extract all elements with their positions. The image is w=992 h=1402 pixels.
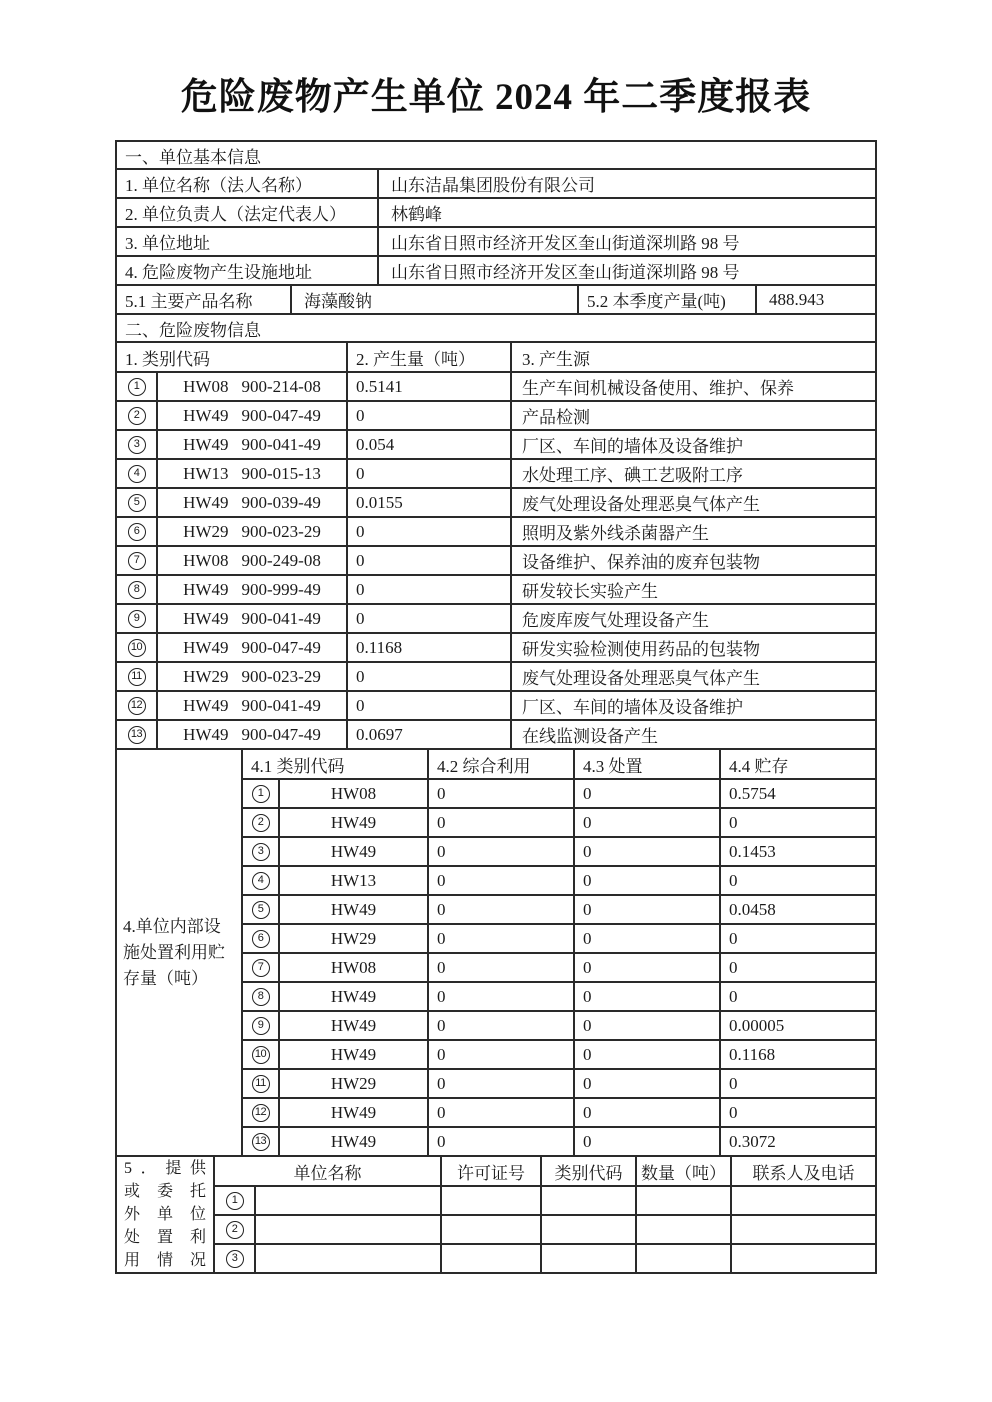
hw-class-cell: HW13	[278, 867, 427, 894]
facility-address-row	[117, 255, 875, 284]
hw-code-cell	[156, 547, 346, 574]
quantity-cell	[635, 1216, 730, 1243]
row-number-cell	[241, 954, 278, 981]
amount-cell: 0	[346, 692, 510, 719]
internal-row	[241, 952, 875, 981]
row-number-badge: 3	[252, 843, 270, 861]
dispose-cell: 0	[573, 1128, 719, 1155]
store-cell: 0.5754	[719, 780, 875, 807]
hw-class: HW49	[183, 579, 229, 599]
waste-row	[117, 574, 875, 603]
hw-class: HW49	[183, 608, 229, 628]
hw-code-cell	[156, 402, 346, 429]
unit-name-row	[117, 168, 875, 197]
waste-code: 900-047-49	[241, 637, 321, 657]
waste-row	[117, 458, 875, 487]
amount-cell: 0	[346, 663, 510, 690]
hw-code-cell	[156, 692, 346, 719]
waste-code: 900-999-49	[241, 579, 321, 599]
store-cell: 0.1453	[719, 838, 875, 865]
row-number-badge: 12	[128, 697, 146, 715]
row-number-badge: 11	[252, 1075, 270, 1093]
amount-cell: 0.0155	[346, 489, 510, 516]
row-number-cell	[117, 721, 156, 748]
store-cell: 0.1168	[719, 1041, 875, 1068]
waste-row	[117, 661, 875, 690]
hw-class-cell: HW29	[278, 1070, 427, 1097]
row-number-cell	[117, 402, 156, 429]
source-cell: 生产车间机械设备使用、维护、保养	[510, 373, 875, 400]
hw-code-cell	[156, 431, 346, 458]
row-number-cell	[117, 431, 156, 458]
source-cell: 危废库废气处理设备产生	[510, 605, 875, 632]
permit-cell	[440, 1187, 540, 1214]
section5-column-header-row	[213, 1157, 875, 1185]
row-number-cell	[117, 634, 156, 661]
row-number-badge: 13	[252, 1133, 270, 1151]
row-number-cell	[241, 925, 278, 952]
row-number-cell	[117, 373, 156, 400]
row-number-badge: 3	[128, 436, 146, 454]
internal-row	[241, 836, 875, 865]
store-cell: 0.0458	[719, 896, 875, 923]
unit-name-value: 山东洁晶集团股份有限公司	[377, 170, 875, 197]
amount-cell: 0	[346, 547, 510, 574]
waste-row	[117, 400, 875, 429]
dispose-cell: 0	[573, 780, 719, 807]
waste-row	[117, 719, 875, 748]
col-header-amount: 2. 产生量（吨）	[346, 343, 510, 371]
row-number-cell	[213, 1245, 254, 1272]
row-number-badge: 11	[128, 668, 146, 686]
row-number-badge: 2	[252, 814, 270, 832]
internal-row	[241, 1010, 875, 1039]
waste-row	[117, 371, 875, 400]
dispose-cell: 0	[573, 1099, 719, 1126]
hw-class-cell: HW49	[278, 983, 427, 1010]
unit-head-label: 2. 单位负责人（法定代表人）	[125, 205, 346, 224]
hw-class-cell: HW49	[278, 1099, 427, 1126]
row-number-badge: 5	[252, 901, 270, 919]
internal-row	[241, 1126, 875, 1155]
internal-row	[241, 923, 875, 952]
use-cell: 0	[427, 1012, 573, 1039]
product-row	[117, 284, 875, 313]
row-number-cell	[117, 460, 156, 487]
section2-column-header-row	[117, 341, 875, 371]
section1-header-row	[117, 142, 875, 168]
waste-code: 900-041-49	[241, 695, 321, 715]
store-cell: 0	[719, 1070, 875, 1097]
internal-row	[241, 778, 875, 807]
row-number-cell	[241, 838, 278, 865]
dispose-cell: 0	[573, 925, 719, 952]
unit-address-row	[117, 226, 875, 255]
row-number-cell	[241, 1070, 278, 1097]
col-header-unit-name: 单位名称	[213, 1157, 440, 1185]
category-cell	[540, 1187, 635, 1214]
row-number-cell	[213, 1216, 254, 1243]
dispose-cell: 0	[573, 838, 719, 865]
hw-class-cell: HW49	[278, 809, 427, 836]
waste-code: 900-015-13	[241, 463, 321, 483]
row-number-cell	[241, 780, 278, 807]
use-cell: 0	[427, 1128, 573, 1155]
use-cell: 0	[427, 780, 573, 807]
contact-cell	[730, 1245, 875, 1272]
row-number-cell	[241, 1099, 278, 1126]
row-number-badge: 13	[128, 726, 146, 744]
facility-address-value: 山东省日照市经济开发区奎山街道深圳路 98 号	[377, 257, 875, 284]
waste-code: 900-023-29	[241, 666, 321, 686]
store-cell: 0	[719, 1099, 875, 1126]
source-cell: 研发实验检测使用药品的包装物	[510, 634, 875, 661]
waste-row	[117, 545, 875, 574]
unit-name-cell	[254, 1216, 440, 1243]
source-cell: 废气处理设备处理恶臭气体产生	[510, 489, 875, 516]
use-cell: 0	[427, 925, 573, 952]
row-number-cell	[117, 663, 156, 690]
row-number-cell	[241, 1041, 278, 1068]
dispose-cell: 0	[573, 867, 719, 894]
row-number-badge: 4	[252, 872, 270, 890]
dispose-cell: 0	[573, 1012, 719, 1039]
section5-table	[213, 1157, 875, 1272]
hw-class-cell: HW08	[278, 954, 427, 981]
source-cell: 在线监测设备产生	[510, 721, 875, 748]
permit-cell	[440, 1216, 540, 1243]
dispose-cell: 0	[573, 1070, 719, 1097]
product-name-label: 5.1 主要产品名称	[125, 292, 253, 311]
amount-cell: 0.0697	[346, 721, 510, 748]
row-number-cell	[241, 1012, 278, 1039]
use-cell: 0	[427, 809, 573, 836]
row-number-cell	[117, 547, 156, 574]
amount-cell: 0.054	[346, 431, 510, 458]
hw-code-cell	[156, 634, 346, 661]
row-number-cell	[241, 809, 278, 836]
use-cell: 0	[427, 954, 573, 981]
waste-code: 900-249-08	[241, 550, 321, 570]
hw-class-cell: HW49	[278, 896, 427, 923]
store-cell: 0	[719, 925, 875, 952]
row-number-badge: 10	[128, 639, 146, 657]
hw-class-cell: HW29	[278, 925, 427, 952]
row-number-badge: 7	[128, 552, 146, 570]
internal-row	[241, 865, 875, 894]
col-header-store: 4.4 贮存	[719, 750, 875, 778]
col-header-quantity: 数量（吨）	[635, 1157, 730, 1185]
row-number-cell	[241, 896, 278, 923]
section4-table	[241, 750, 875, 1155]
row-number-badge: 1	[252, 785, 270, 803]
unit-head-row	[117, 197, 875, 226]
unit-head-value: 林鹤峰	[377, 199, 875, 226]
row-number-cell	[241, 1128, 278, 1155]
external-row	[213, 1185, 875, 1214]
hw-class-cell: HW49	[278, 1012, 427, 1039]
waste-code: 900-047-49	[241, 405, 321, 425]
row-number-cell	[213, 1187, 254, 1214]
use-cell: 0	[427, 1099, 573, 1126]
dispose-cell: 0	[573, 1041, 719, 1068]
store-cell: 0.00005	[719, 1012, 875, 1039]
quantity-cell	[635, 1187, 730, 1214]
hw-code-cell	[156, 576, 346, 603]
store-cell: 0	[719, 983, 875, 1010]
hw-code-cell	[156, 489, 346, 516]
source-cell: 研发较长实验产生	[510, 576, 875, 603]
store-cell: 0	[719, 809, 875, 836]
hw-class-cell: HW49	[278, 838, 427, 865]
use-cell: 0	[427, 1070, 573, 1097]
amount-cell: 0	[346, 460, 510, 487]
section1-header: 一、单位基本信息	[125, 147, 261, 167]
waste-row	[117, 603, 875, 632]
source-cell: 产品检测	[510, 402, 875, 429]
row-number-badge: 4	[128, 465, 146, 483]
row-number-badge: 6	[252, 930, 270, 948]
store-cell: 0	[719, 954, 875, 981]
dispose-cell: 0	[573, 954, 719, 981]
facility-address-label: 4. 危险废物产生设施地址	[125, 263, 312, 282]
contact-cell	[730, 1187, 875, 1214]
waste-code: 900-041-49	[241, 434, 321, 454]
source-cell: 废气处理设备处理恶臭气体产生	[510, 663, 875, 690]
row-number-cell	[241, 983, 278, 1010]
waste-row	[117, 429, 875, 458]
use-cell: 0	[427, 867, 573, 894]
source-cell: 厂区、车间的墙体及设备维护	[510, 692, 875, 719]
hw-class: HW08	[183, 550, 229, 570]
row-number-badge: 5	[128, 494, 146, 512]
unit-name-cell	[254, 1187, 440, 1214]
waste-row	[117, 487, 875, 516]
internal-row	[241, 1068, 875, 1097]
hw-class-cell: HW49	[278, 1128, 427, 1155]
amount-cell: 0.5141	[346, 373, 510, 400]
row-number-badge: 1	[226, 1192, 244, 1210]
product-qty-value: 488.943	[755, 286, 875, 313]
source-cell: 厂区、车间的墙体及设备维护	[510, 431, 875, 458]
unit-name-cell	[254, 1245, 440, 1272]
source-cell: 设备维护、保养油的废弃包装物	[510, 547, 875, 574]
report-form	[115, 140, 877, 1274]
section2-header-row	[117, 313, 875, 341]
report-title: 危险废物产生单位 2024 年二季度报表	[180, 77, 812, 118]
row-number-badge: 9	[128, 610, 146, 628]
hw-class: HW29	[183, 521, 229, 541]
hw-code-cell	[156, 663, 346, 690]
row-number-badge: 2	[128, 407, 146, 425]
row-number-badge: 8	[252, 988, 270, 1006]
source-cell: 水处理工序、碘工艺吸附工序	[510, 460, 875, 487]
amount-cell: 0	[346, 605, 510, 632]
dispose-cell: 0	[573, 809, 719, 836]
use-cell: 0	[427, 1041, 573, 1068]
hw-code-cell	[156, 460, 346, 487]
waste-code: 900-039-49	[241, 492, 321, 512]
row-number-cell	[117, 576, 156, 603]
waste-code: 900-041-49	[241, 608, 321, 628]
hw-class: HW29	[183, 666, 229, 686]
row-number-cell	[117, 692, 156, 719]
row-number-cell	[241, 867, 278, 894]
waste-code: 900-047-49	[241, 724, 321, 744]
internal-row	[241, 1039, 875, 1068]
store-cell: 0.3072	[719, 1128, 875, 1155]
waste-row	[117, 632, 875, 661]
row-number-cell	[117, 489, 156, 516]
col-header-permit: 许可证号	[440, 1157, 540, 1185]
hw-class: HW49	[183, 724, 229, 744]
hw-class: HW49	[183, 695, 229, 715]
row-number-badge: 9	[252, 1017, 270, 1035]
source-cell: 照明及紫外线杀菌器产生	[510, 518, 875, 545]
row-number-badge: 12	[252, 1104, 270, 1122]
row-number-badge: 2	[226, 1221, 244, 1239]
store-cell: 0	[719, 867, 875, 894]
product-name-value: 海藻酸钠	[290, 286, 577, 313]
section4-label: 4.单位内部设 施处置利用贮 存量（吨）	[123, 916, 225, 988]
section2-header: 二、危险废物信息	[125, 320, 261, 340]
hw-class-cell: HW49	[278, 1041, 427, 1068]
dispose-cell: 0	[573, 896, 719, 923]
internal-row	[241, 807, 875, 836]
section4-column-header-row	[241, 750, 875, 778]
contact-cell	[730, 1216, 875, 1243]
waste-code: 900-214-08	[241, 376, 321, 396]
amount-cell: 0	[346, 518, 510, 545]
section4	[117, 748, 875, 1155]
col-header-code: 1. 类别代码	[125, 349, 210, 369]
waste-row	[117, 516, 875, 545]
section5-label: 5．提供 或委托 外单位 处置利 用情况	[124, 1160, 206, 1269]
hw-code-cell	[156, 605, 346, 632]
amount-cell: 0	[346, 402, 510, 429]
hw-code-cell	[156, 518, 346, 545]
hw-code-cell	[156, 721, 346, 748]
category-cell	[540, 1245, 635, 1272]
col-header-dispose: 4.3 处置	[573, 750, 719, 778]
amount-cell: 0	[346, 576, 510, 603]
row-number-badge: 10	[252, 1046, 270, 1064]
product-qty-label: 5.2 本季度产量(吨)	[577, 286, 755, 313]
amount-cell: 0.1168	[346, 634, 510, 661]
row-number-badge: 3	[226, 1250, 244, 1268]
col-header-code: 4.1 类别代码	[241, 750, 427, 778]
external-row	[213, 1214, 875, 1243]
section5	[117, 1155, 875, 1272]
hw-code-cell	[156, 373, 346, 400]
permit-cell	[440, 1245, 540, 1272]
hw-class: HW13	[183, 463, 229, 483]
col-header-contact: 联系人及电话	[730, 1157, 875, 1185]
hw-class: HW49	[183, 492, 229, 512]
unit-address-value: 山东省日照市经济开发区奎山街道深圳路 98 号	[377, 228, 875, 255]
row-number-cell	[117, 518, 156, 545]
waste-row	[117, 690, 875, 719]
external-row	[213, 1243, 875, 1272]
hw-class: HW49	[183, 405, 229, 425]
row-number-badge: 6	[128, 523, 146, 541]
row-number-badge: 1	[128, 378, 146, 396]
col-header-use: 4.2 综合利用	[427, 750, 573, 778]
unit-name-label: 1. 单位名称（法人名称）	[125, 176, 312, 195]
row-number-badge: 8	[128, 581, 146, 599]
hw-class: HW49	[183, 434, 229, 454]
internal-row	[241, 894, 875, 923]
hw-class: HW49	[183, 637, 229, 657]
use-cell: 0	[427, 983, 573, 1010]
col-header-category: 类别代码	[540, 1157, 635, 1185]
internal-row	[241, 981, 875, 1010]
dispose-cell: 0	[573, 983, 719, 1010]
row-number-badge: 7	[252, 959, 270, 977]
unit-address-label: 3. 单位地址	[125, 234, 210, 253]
col-header-source: 3. 产生源	[510, 343, 875, 371]
use-cell: 0	[427, 838, 573, 865]
quantity-cell	[635, 1245, 730, 1272]
internal-row	[241, 1097, 875, 1126]
waste-code: 900-023-29	[241, 521, 321, 541]
category-cell	[540, 1216, 635, 1243]
hw-class: HW08	[183, 376, 229, 396]
hw-class-cell: HW08	[278, 780, 427, 807]
row-number-cell	[117, 605, 156, 632]
use-cell: 0	[427, 896, 573, 923]
